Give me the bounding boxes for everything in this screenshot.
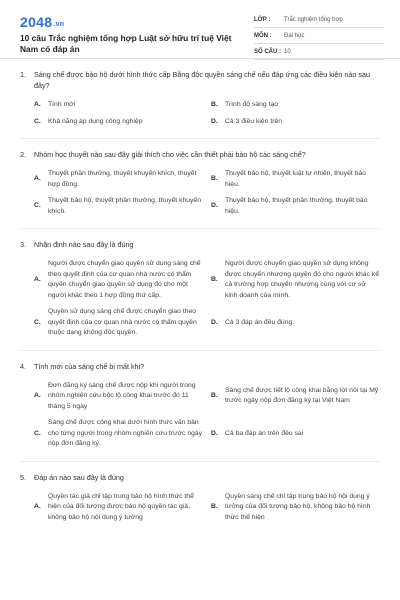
answer-option-a[interactable]	[34, 256, 203, 304]
site-logo[interactable]	[20, 14, 64, 30]
option-letter: C.	[34, 429, 41, 437]
meta-key: LỚP :	[254, 16, 271, 23]
option-letter: D.	[211, 318, 218, 326]
question-number: 4.	[20, 361, 26, 371]
answer-option-a[interactable]	[34, 378, 203, 416]
answer-options	[20, 256, 380, 342]
answer-options	[20, 378, 380, 453]
option-letter: C.	[34, 202, 41, 210]
option-letter: B.	[211, 275, 218, 283]
answer-option-a[interactable]	[34, 489, 203, 527]
answer-option-a[interactable]	[34, 166, 203, 193]
option-text: Thuyết phần thưởng, thuyết khuyến khích, thuyết hợp đồng.	[48, 170, 197, 188]
option-text: Cả ba đáp án trên đều sai	[225, 429, 304, 437]
option-text: Tính mới	[48, 101, 76, 108]
meta-row-subject	[254, 28, 384, 44]
question-divider	[20, 228, 380, 229]
meta-row-count	[254, 44, 384, 60]
answer-option-c[interactable]	[34, 415, 203, 453]
option-text: Quyền sáng chế chỉ tập trung bảo hộ nội dung ý tưởng của đối tượng bảo hộ, không bảo hộ hình thức thể hiện	[225, 492, 371, 521]
question-number: 2.	[20, 150, 26, 159]
answer-option-b[interactable]	[211, 97, 380, 114]
question-title	[20, 239, 380, 250]
option-letter: A.	[34, 101, 41, 108]
question-divider	[20, 461, 380, 462]
question-block	[20, 361, 380, 462]
answer-option-c[interactable]	[34, 304, 203, 342]
option-text: Sáng chế được tiết lộ công khai bằng lời nói tại Mỹ trước ngày nộp đơn đăng ký tại Việt Nam	[225, 386, 379, 405]
question-number: 5.	[20, 472, 26, 482]
option-text: Người được chuyển giao quyền sử dụng không được chuyển nhượng quyền đó cho người khác kể cả trường hợp chuyển nhượng cùng với cơ sở kinh doanh của mình.	[225, 260, 379, 299]
answer-options	[20, 97, 380, 130]
option-letter: D.	[211, 429, 218, 437]
logo-tld: .vn	[53, 21, 65, 28]
option-letter: C.	[34, 318, 41, 326]
meta-row-class	[254, 12, 384, 28]
option-letter: B.	[211, 503, 218, 510]
option-letter: B.	[211, 101, 218, 108]
question-title	[20, 69, 380, 91]
answer-option-b[interactable]	[211, 378, 380, 416]
option-letter: B.	[211, 392, 218, 399]
question-block	[20, 69, 380, 139]
option-letter: D.	[211, 117, 218, 125]
option-text: Quyền sử dụng sáng chế được chuyển giao theo quyết định của cơ quan nhà nước có thẩm quyền thuộc dạng không độc quyền.	[48, 308, 197, 336]
page-header	[0, 0, 400, 59]
option-text: Khả năng áp dụng công nghiệp	[48, 117, 143, 125]
option-text: Quyền tác giả chỉ tập trung bảo hộ hình thức thể hiện của đối tượng được bảo hộ quyền tác giả, không bảo hộ nội dung ý tưởng	[48, 492, 194, 521]
answer-option-a[interactable]	[34, 97, 203, 114]
option-text: Người được chuyển giao quyền sử dụng sáng chế theo quyết định của cơ quan nhà nước có thẩm quyền chuyển giao quyền sử dụng đó cho một người khác theo 1 hợp đồng thứ cấp.	[48, 260, 201, 299]
question-text: Đáp án nào sau đây là đúng	[34, 472, 124, 482]
question-number: 3.	[20, 240, 26, 249]
option-letter: D.	[211, 202, 218, 210]
question-divider	[20, 350, 380, 351]
document-title: 10 câu Trắc nghiệm tổng hợp Luật sở hữu trí tuệ Việt Nam có đáp án	[20, 33, 232, 54]
meta-value: Đại học	[284, 32, 305, 39]
answer-option-d[interactable]	[211, 114, 380, 131]
question-text: Sáng chế được bảo hộ dưới hình thức cấp Bằng độc quyền sáng chế nếu đáp ứng các điều kiện nào sau đây?	[34, 70, 370, 90]
answer-options	[20, 489, 380, 527]
answer-option-d[interactable]	[211, 193, 380, 220]
option-text: Sáng chế được công khai dưới hình thức văn bản cho từng người trong nhóm nghiên cứu trước ngày nộp đơn đăng ký.	[48, 419, 203, 447]
option-letter: A.	[34, 175, 41, 183]
answer-option-b[interactable]	[211, 166, 380, 193]
answer-option-c[interactable]	[34, 114, 203, 131]
meta-value: 10	[284, 48, 291, 55]
meta-value: Trắc nghiệm tổng hợp	[284, 16, 343, 23]
question-title	[20, 149, 380, 160]
option-text: Cả 3 đáp án đều đúng.	[225, 318, 295, 326]
logo-text: 2048	[20, 14, 53, 30]
answer-option-b[interactable]	[211, 489, 380, 527]
question-text: Nhận định nào sau đây là đúng	[34, 240, 134, 249]
question-text: Nhóm học thuyết nào sau đây giải thích cho việc cần thiết phải bảo hộ các sáng chế?	[34, 150, 306, 159]
question-block	[20, 239, 380, 351]
option-letter: A.	[34, 275, 41, 283]
question-list	[0, 69, 400, 526]
option-text: Thuyết bảo hộ, thuyết phần thưởng, thuyết khuyến khích.	[48, 197, 201, 215]
question-number: 1.	[20, 70, 26, 79]
answer-options	[20, 166, 380, 220]
option-letter: B.	[211, 175, 218, 183]
question-title	[20, 472, 380, 483]
option-text: Thuyết bảo hộ, thuyết luật tự nhiên, thuyết bảo hiệu.	[225, 170, 366, 188]
option-text: Đơn đăng ký sáng chế được nộp khi người trong nhóm nghiên cứu bộc lộ công khai trước đó 11 tháng 5 ngày	[48, 381, 196, 410]
question-block	[20, 472, 380, 527]
option-letter: A.	[34, 503, 41, 510]
meta-key: MÔN :	[254, 32, 272, 39]
question-block	[20, 149, 380, 229]
option-text: Trình độ sáng tạo	[225, 101, 279, 108]
answer-option-c[interactable]	[34, 193, 203, 220]
question-title	[20, 361, 380, 372]
question-text: Tính mới của sáng chế bị mất khi?	[34, 361, 145, 371]
meta-key: SỐ CÂU :	[254, 48, 281, 55]
option-letter: A.	[34, 392, 41, 399]
answer-option-d[interactable]	[211, 304, 380, 342]
answer-option-b[interactable]	[211, 256, 380, 304]
question-divider	[20, 138, 380, 139]
answer-option-d[interactable]	[211, 415, 380, 453]
option-text: Thuyết bảo hộ, thuyết phần thưởng, thuyết bảo hiệu.	[225, 197, 368, 215]
option-text: Cả 3 điều kiện trên	[225, 117, 283, 125]
option-letter: C.	[34, 117, 41, 125]
meta-table	[254, 12, 384, 60]
